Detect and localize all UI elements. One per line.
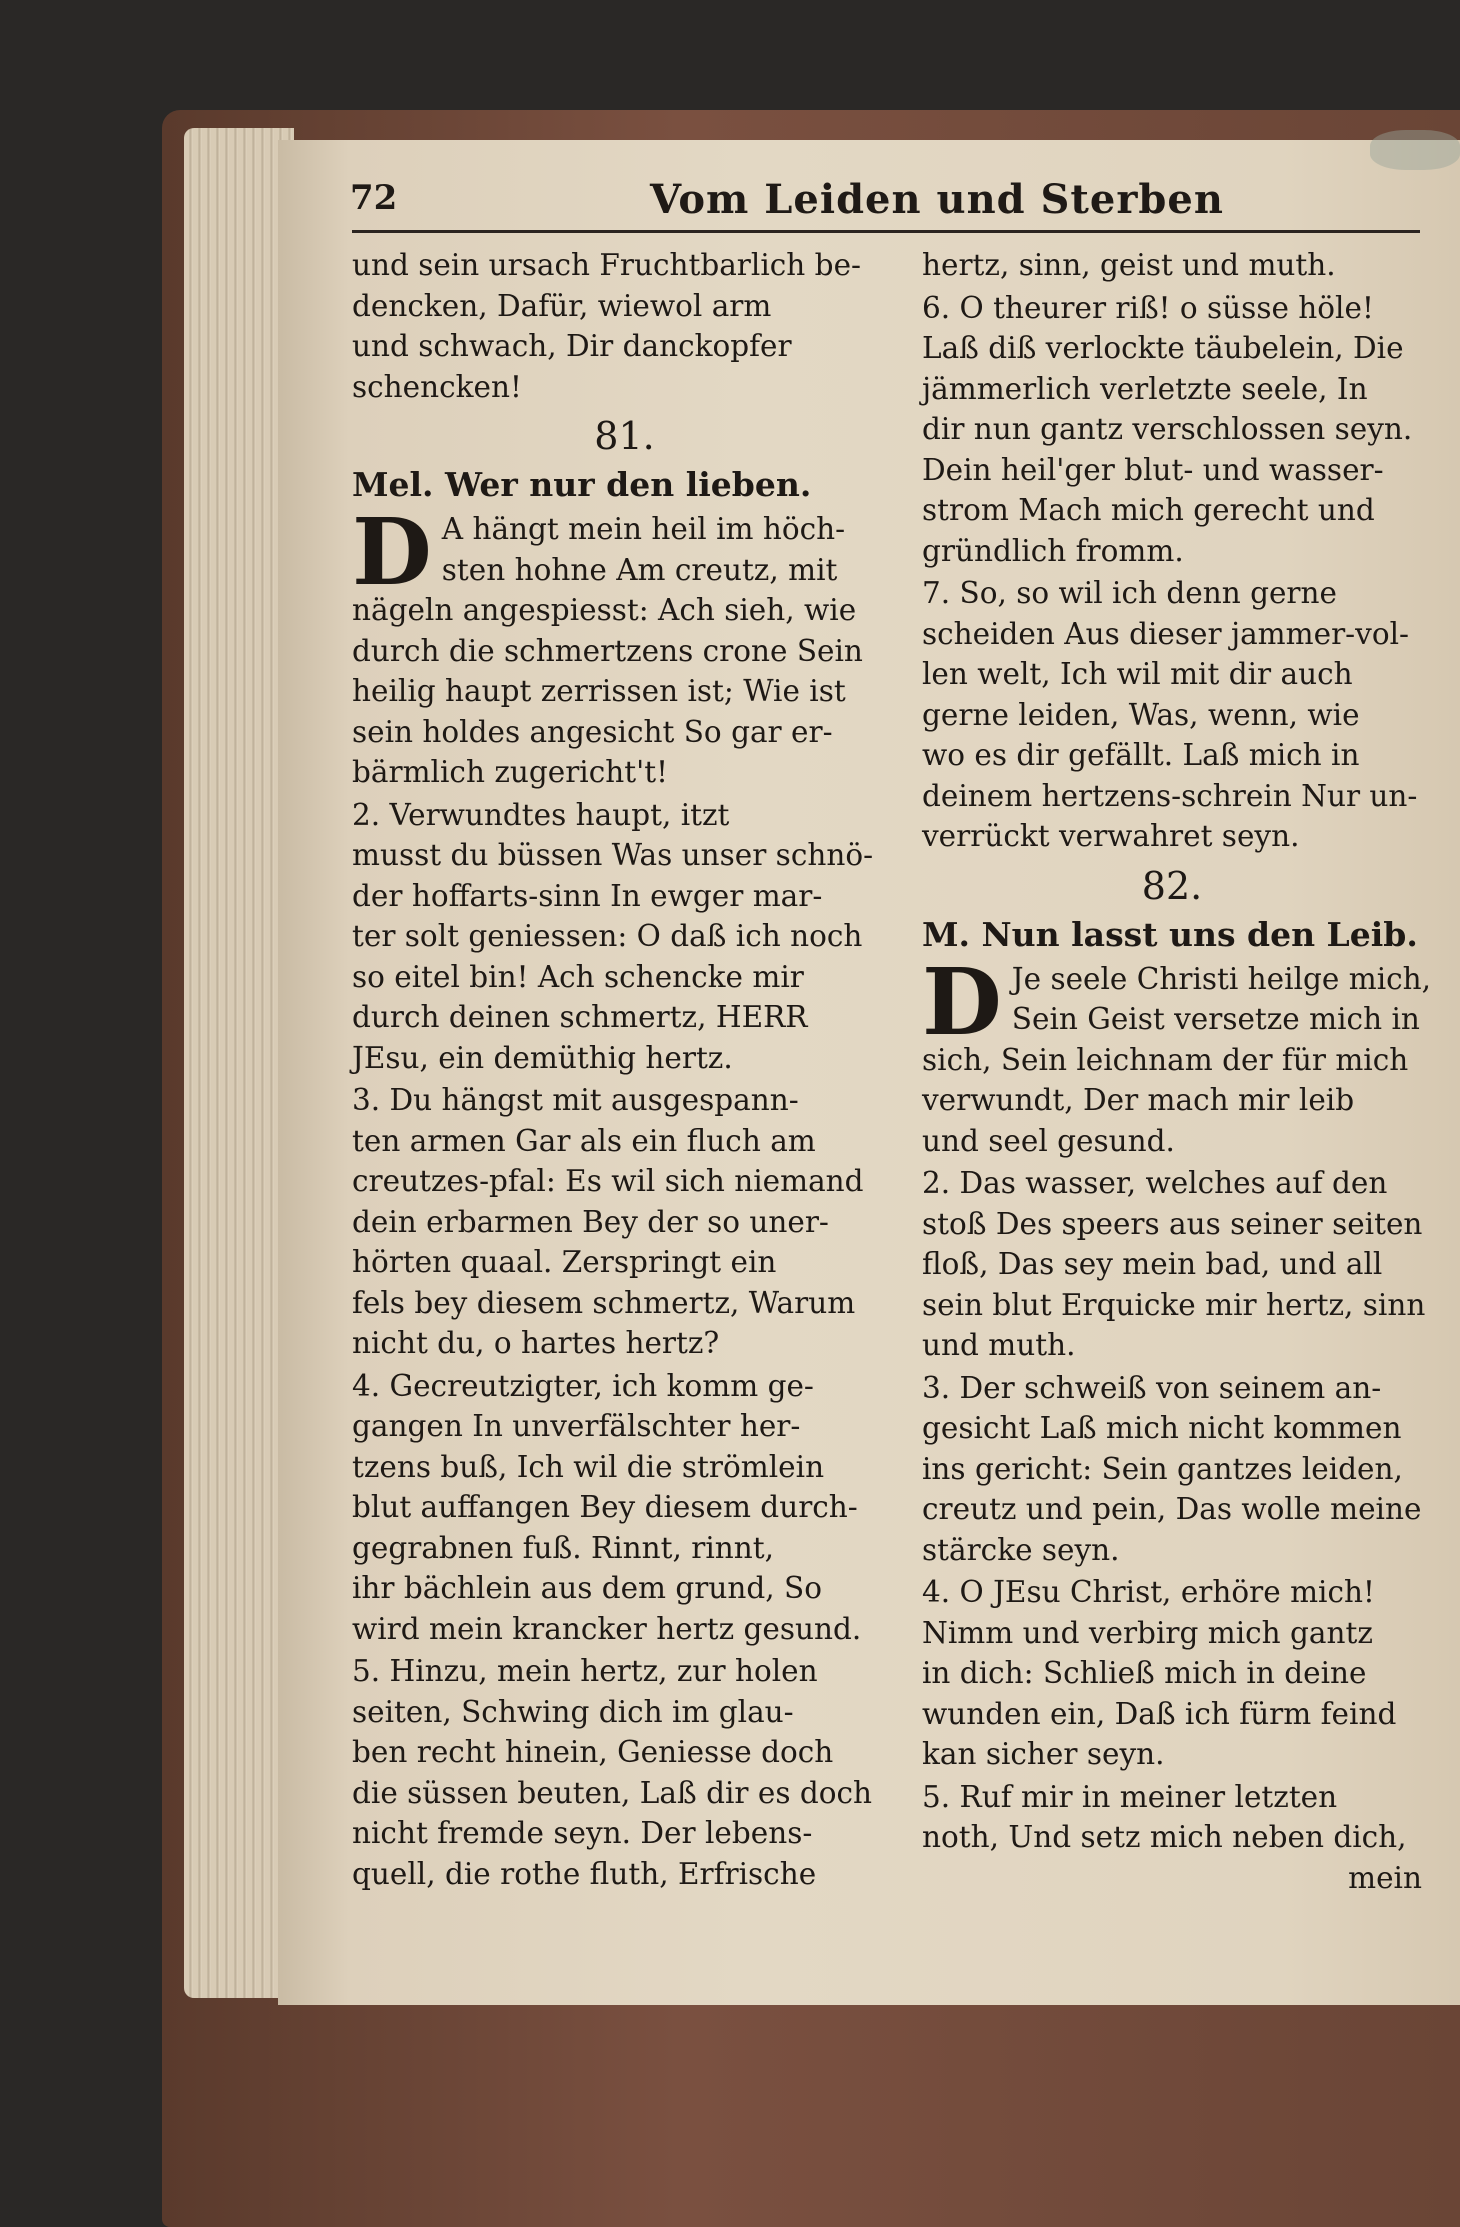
text-line: seiten, Schwing dich im glau- xyxy=(352,1694,794,1729)
text-line: nicht fremde seyn. Der lebens- xyxy=(352,1816,813,1850)
text-line: nicht du, o hartes hertz? xyxy=(352,1326,720,1360)
text-line: ten armen Gar als ein fluch am xyxy=(352,1123,816,1158)
text-line: 3. Der schweiß von seinem an- xyxy=(922,1370,1382,1405)
text-line: durch deinen schmertz, HERR xyxy=(352,1000,808,1034)
text-line: kan sicher seyn. xyxy=(922,1737,1165,1771)
text-line: in dich: Schließ mich in deine xyxy=(922,1656,1367,1690)
text-line: gegrabnen fuß. Rinnt, rinnt, xyxy=(352,1530,775,1565)
text-line: gründlich fromm. xyxy=(922,533,1184,568)
cover-stain xyxy=(1370,130,1460,170)
text-line: wo es dir gefällt. Laß mich in xyxy=(922,738,1360,772)
text-line: so eitel bin! Ach schencke mir xyxy=(352,959,804,994)
text-line: und seel gesund. xyxy=(922,1123,1175,1158)
text-line: gesicht Laß mich nicht kommen xyxy=(922,1411,1402,1445)
text-line: deinem hertzens-schrein Nur un- xyxy=(922,778,1418,813)
catchword: mein xyxy=(1348,1860,1422,1895)
verse-1 xyxy=(922,947,1432,1162)
verse-6 xyxy=(922,288,1422,572)
text-line: musst du büssen Was unser schnö- xyxy=(352,838,874,872)
text-line: wird mein krancker hertz gesund. xyxy=(352,1611,862,1646)
text-line: noth, Und setz mich neben dich, xyxy=(922,1820,1407,1854)
text-line: heilig haupt zerrissen ist; Wie ist xyxy=(352,674,846,708)
text-line: schencken! xyxy=(352,369,522,404)
text-line: Laß diß verlockte täubelein, Die xyxy=(922,331,1404,365)
text-line: ben recht hinein, Geniesse doch xyxy=(352,1735,834,1769)
text-line: 3. Du hängst mit ausgespann- xyxy=(352,1083,799,1117)
text-line: stärcke seyn. xyxy=(922,1532,1120,1567)
text-line: Sein Geist versetze mich in xyxy=(1011,1002,1420,1036)
melody-line: Mel. Wer nur den lieben. xyxy=(352,465,812,504)
text-line: ihr bächlein aus dem grund, So xyxy=(352,1571,822,1605)
text-line: sein blut Erquicke mir hertz, sinn xyxy=(922,1287,1426,1322)
text-line: gerne leiden, Was, wenn, wie xyxy=(922,697,1360,732)
text-line: verrückt verwahret seyn. xyxy=(922,819,1300,853)
text-line: JEsu, ein demüthig hertz. xyxy=(352,1040,733,1075)
text-line: stoß Des speers aus seiner seiten xyxy=(922,1206,1423,1241)
verse-1 xyxy=(352,498,897,793)
text-line: jämmerlich verletzte seele, In xyxy=(922,371,1368,406)
text-line: 4. O JEsu Christ, erhöre mich! xyxy=(922,1575,1375,1609)
text-line: verwundt, Der mach mir leib xyxy=(922,1083,1355,1117)
text-line: blut auffangen Bey diesem durch- xyxy=(352,1490,858,1524)
text-line: nägeln angespiesst: Ach sieh, wie xyxy=(352,593,857,627)
text-line: floß, Das sey mein bad, und all xyxy=(922,1247,1383,1281)
text-line: 6. O theurer riß! o süsse höle! xyxy=(922,290,1374,325)
drop-capital: D xyxy=(352,498,432,606)
text-line: durch die schmertzens crone Sein xyxy=(352,633,863,668)
text-line: die süssen beuten, Laß dir es doch xyxy=(352,1775,873,1810)
right-column xyxy=(922,245,1432,1898)
text-line: der hoffarts-sinn In ewger mar- xyxy=(352,878,823,913)
text-line: len welt, Ich wil mit dir auch xyxy=(922,657,1353,691)
text-line: und sein ursach Fruchtbarlich be- xyxy=(352,248,861,282)
text-line: ter solt geniessen: O daß ich noch xyxy=(352,919,863,953)
verse-2 xyxy=(922,1163,1426,1366)
text-line: und muth. xyxy=(922,1328,1076,1362)
text-line: dein erbarmen Bey der so uner- xyxy=(352,1204,829,1239)
text-line: tzens buß, Ich wil die strömlein xyxy=(352,1449,825,1484)
carryover-text xyxy=(352,245,897,407)
text-line: dir nun gantz verschlossen seyn. xyxy=(922,412,1413,446)
text-line: dencken, Dafür, wiewol arm xyxy=(352,288,772,323)
text-line: sten hohne Am creutz, mit xyxy=(441,552,838,587)
header-rule xyxy=(352,230,1420,233)
text-line: Nimm und verbirg mich gantz xyxy=(922,1615,1373,1650)
melody-line: M. Nun lasst uns den Leib. xyxy=(922,914,1418,954)
verse-2 xyxy=(352,795,897,1079)
text-line: fels bey diesem schmertz, Warum xyxy=(352,1285,856,1320)
hymn-number-81: 81. xyxy=(594,414,655,458)
text-line: 7. So, so wil ich denn gerne xyxy=(922,576,1337,610)
text-line: ins gericht: Sein gantzes leiden, xyxy=(922,1451,1403,1486)
text-line: wunden ein, Daß ich fürm feind xyxy=(922,1696,1397,1731)
text-line: gangen In unverfälschter her- xyxy=(352,1409,801,1443)
verse-7 xyxy=(922,573,1422,857)
verse-5 xyxy=(352,1651,897,1894)
left-column xyxy=(352,245,897,1894)
text-line: sein holdes angesicht So gar er- xyxy=(352,714,833,749)
text-line: creutz und pein, Das wolle meine xyxy=(922,1492,1422,1526)
verse-3 xyxy=(352,1080,897,1364)
text-line: strom Mach mich gerecht und xyxy=(922,493,1375,527)
text-line: hörten quaal. Zerspringt ein xyxy=(352,1245,777,1279)
page-header xyxy=(350,178,1420,228)
text-line: 5. Hinzu, mein hertz, zur holen xyxy=(352,1654,818,1688)
text-line: hertz, sinn, geist und muth. xyxy=(922,248,1336,282)
text-line: scheiden Aus dieser jammer-vol- xyxy=(922,616,1409,651)
verse-5 xyxy=(922,1777,1422,1858)
text-line: 4. Gecreutzigter, ich komm ge- xyxy=(352,1368,814,1403)
text-line: Je seele Christi heilge mich, xyxy=(1011,961,1432,996)
text-line: sich, Sein leichnam der für mich xyxy=(922,1042,1409,1077)
text-line: 2. Verwundtes haupt, itzt xyxy=(352,797,730,832)
verse-4 xyxy=(922,1572,1422,1775)
page-number: 72 xyxy=(350,178,398,218)
hymn-number-82: 82. xyxy=(1141,863,1203,908)
text-line: 2. Das wasser, welches auf den xyxy=(922,1166,1388,1200)
text-line: und schwach, Dir danckopfer xyxy=(352,329,792,363)
text-line: quell, die rothe fluth, Erfrische xyxy=(352,1856,817,1891)
text-line: creutzes-pfal: Es wil sich niemand xyxy=(352,1164,864,1198)
text-line: Dein heil'ger blut- und wasser- xyxy=(922,452,1384,487)
verse-3 xyxy=(922,1368,1422,1571)
text-line: A hängt mein heil im höch- xyxy=(441,512,846,546)
text-line: 5. Ruf mir in meiner letzten xyxy=(922,1779,1338,1814)
text-line: bärmlich zugericht't! xyxy=(352,755,668,789)
verse-4 xyxy=(352,1366,897,1650)
drop-capital: D xyxy=(922,947,1002,1056)
running-head: Vom Leiden und Sterben xyxy=(650,176,1224,223)
